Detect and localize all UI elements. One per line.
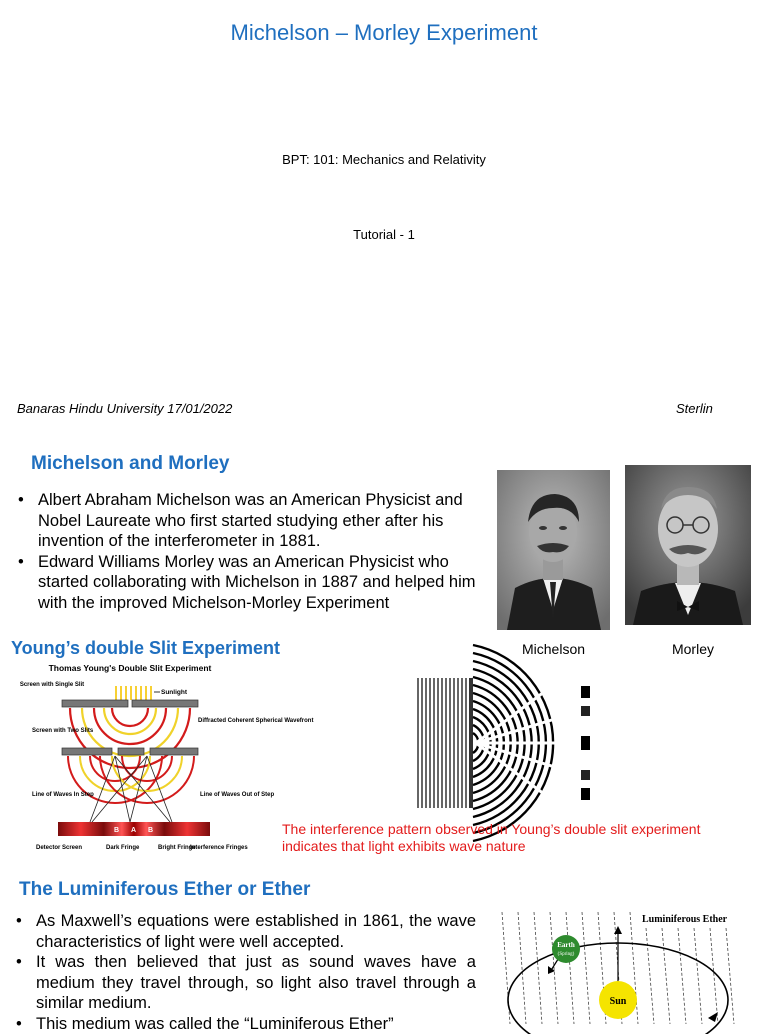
morley-portrait — [625, 465, 751, 625]
line-out-step-label: Line of Waves Out of Step — [200, 792, 274, 798]
screen-two-label: Screen with Two Slits — [32, 728, 94, 734]
bullet-maxwell: • As Maxwell’s equations were established in 1861, the wave characteristics of light were well accepted. — [14, 911, 476, 952]
michelson-portrait — [497, 470, 610, 630]
interference-label: Interference Fringes — [190, 845, 248, 851]
fringe-b1: B — [114, 827, 119, 834]
line-in-step-label: Line of Waves In Step — [32, 792, 94, 798]
michelson-morley-heading: Michelson and Morley — [31, 453, 229, 475]
young-heading: Young’s double Slit Experiment — [11, 638, 280, 659]
detector-label: Detector Screen — [36, 845, 82, 851]
course-code: BPT: 101: Mechanics and Relativity — [0, 152, 768, 167]
double-slit-diagram — [30, 660, 245, 860]
michelson-caption: Michelson — [497, 641, 610, 657]
slide1-title: Michelson – Morley Experiment — [0, 20, 768, 46]
ether-diagram — [498, 908, 738, 1024]
dark-fringe-label: Dark Fringe — [106, 845, 140, 851]
diffracted-label: Diffracted Coherent Spherical Wavefront — [198, 718, 313, 724]
footer-institution-date: Banaras Hindu University 17/01/2022 — [17, 401, 232, 416]
fringe-a: A — [131, 827, 136, 834]
ether-bullet-list — [14, 911, 476, 1034]
tutorial-label: Tutorial - 1 — [0, 227, 768, 242]
interference-note: The interference pattern observed in Young’s double slit experiment indicates that light exhibits wave nature — [282, 821, 742, 855]
bullet-morley: • Edward Williams Morley was an American Physicist who started collaborating with Michelson in 1887 and helped him with the improved Michelson-Morley Experiment — [16, 552, 492, 614]
bright-fringe-label: Bright Fringe — [158, 845, 196, 851]
diagram-title: Thomas Young's Double Slit Experiment — [49, 663, 212, 673]
interference-pattern-image — [416, 678, 591, 808]
sun-label: Sun — [610, 996, 627, 1007]
ether-heading: The Luminiferous Ether or Ether — [19, 879, 310, 901]
earth-label: Earth — [557, 941, 575, 949]
bio-bullet-list — [16, 490, 492, 613]
footer-author: Sterlin — [676, 401, 713, 416]
earth-season: (Spring) — [558, 952, 575, 957]
sunlight-label: Sunlight — [161, 689, 188, 696]
fringe-b2: B — [148, 827, 153, 834]
ether-label: Luminiferous Ether — [642, 914, 728, 925]
bullet-medium: • It was then believed that just as sound waves have a medium they travel through, so light also travel through a similar medium. — [14, 952, 476, 1014]
bullet-michelson: • Albert Abraham Michelson was an American Physicist and Nobel Laureate who first started studying ether after his invention of the interferometer in 1881. — [16, 490, 492, 552]
screen-single-label: Screen with Single Slit — [20, 682, 84, 688]
bullet-ether-name: • This medium was called the “Luminiferous Ether” — [14, 1014, 476, 1034]
morley-caption: Morley — [625, 641, 761, 657]
